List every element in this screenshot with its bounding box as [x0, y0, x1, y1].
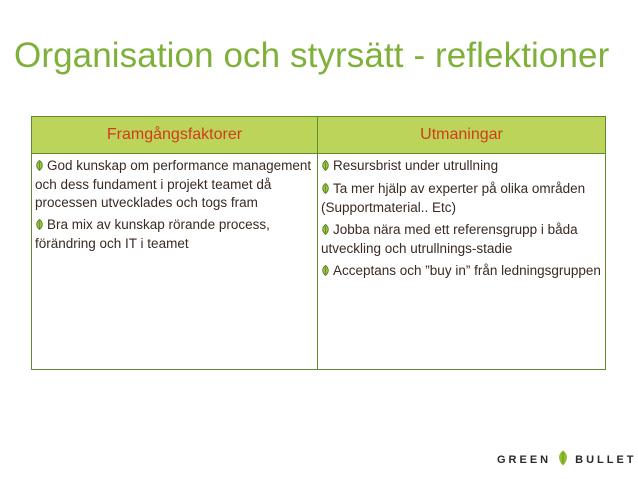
leaf-bullet-icon	[35, 217, 44, 235]
reflection-table	[31, 116, 606, 370]
list-item-text: Acceptans och ”buy in” från ledningsgruppen	[333, 263, 601, 278]
success-factors-cell	[32, 154, 318, 369]
list-item	[321, 262, 603, 281]
leaf-bullet-icon	[321, 263, 330, 281]
table-body-row	[32, 154, 605, 369]
list-item-text: Resursbrist under utrullning	[333, 158, 499, 173]
logo-text-left: GREEN	[497, 453, 552, 466]
list-item-text: Bra mix av kunskap rörande process, förändring och IT i teamet	[35, 217, 270, 251]
table-header-row	[32, 117, 605, 154]
leaf-bullet-icon	[321, 181, 330, 199]
leaf-bullet-icon	[321, 222, 330, 240]
list-item-text: Jobba nära med ett referensgrupp i båda utveckling och utrullnings-stadie	[321, 222, 578, 256]
header-challenges: Utmaningar	[420, 126, 503, 143]
list-item-text: God kunskap om performance management och dess fundament i projekt teamet då processen utvecklades och togs fram	[35, 158, 312, 210]
challenges-cell	[318, 154, 605, 369]
list-item	[321, 157, 603, 176]
list-item	[321, 221, 603, 258]
list-item	[35, 216, 315, 253]
leaf-bullet-icon	[321, 158, 330, 176]
list-item	[321, 180, 603, 217]
list-item-text: Ta mer hjälp av experter på olika områden (Supportmaterial.. Etc)	[321, 181, 586, 215]
list-item	[35, 157, 315, 212]
header-success-factors: Framgångsfaktorer	[32, 117, 318, 153]
leaf-bullet-icon	[35, 158, 44, 176]
slide-title: Organisation och styrsätt - reflektioner	[14, 36, 610, 75]
logo-text-right: BULLET	[575, 453, 637, 466]
green-bullet-logo	[497, 450, 637, 469]
leaf-icon	[557, 450, 569, 469]
